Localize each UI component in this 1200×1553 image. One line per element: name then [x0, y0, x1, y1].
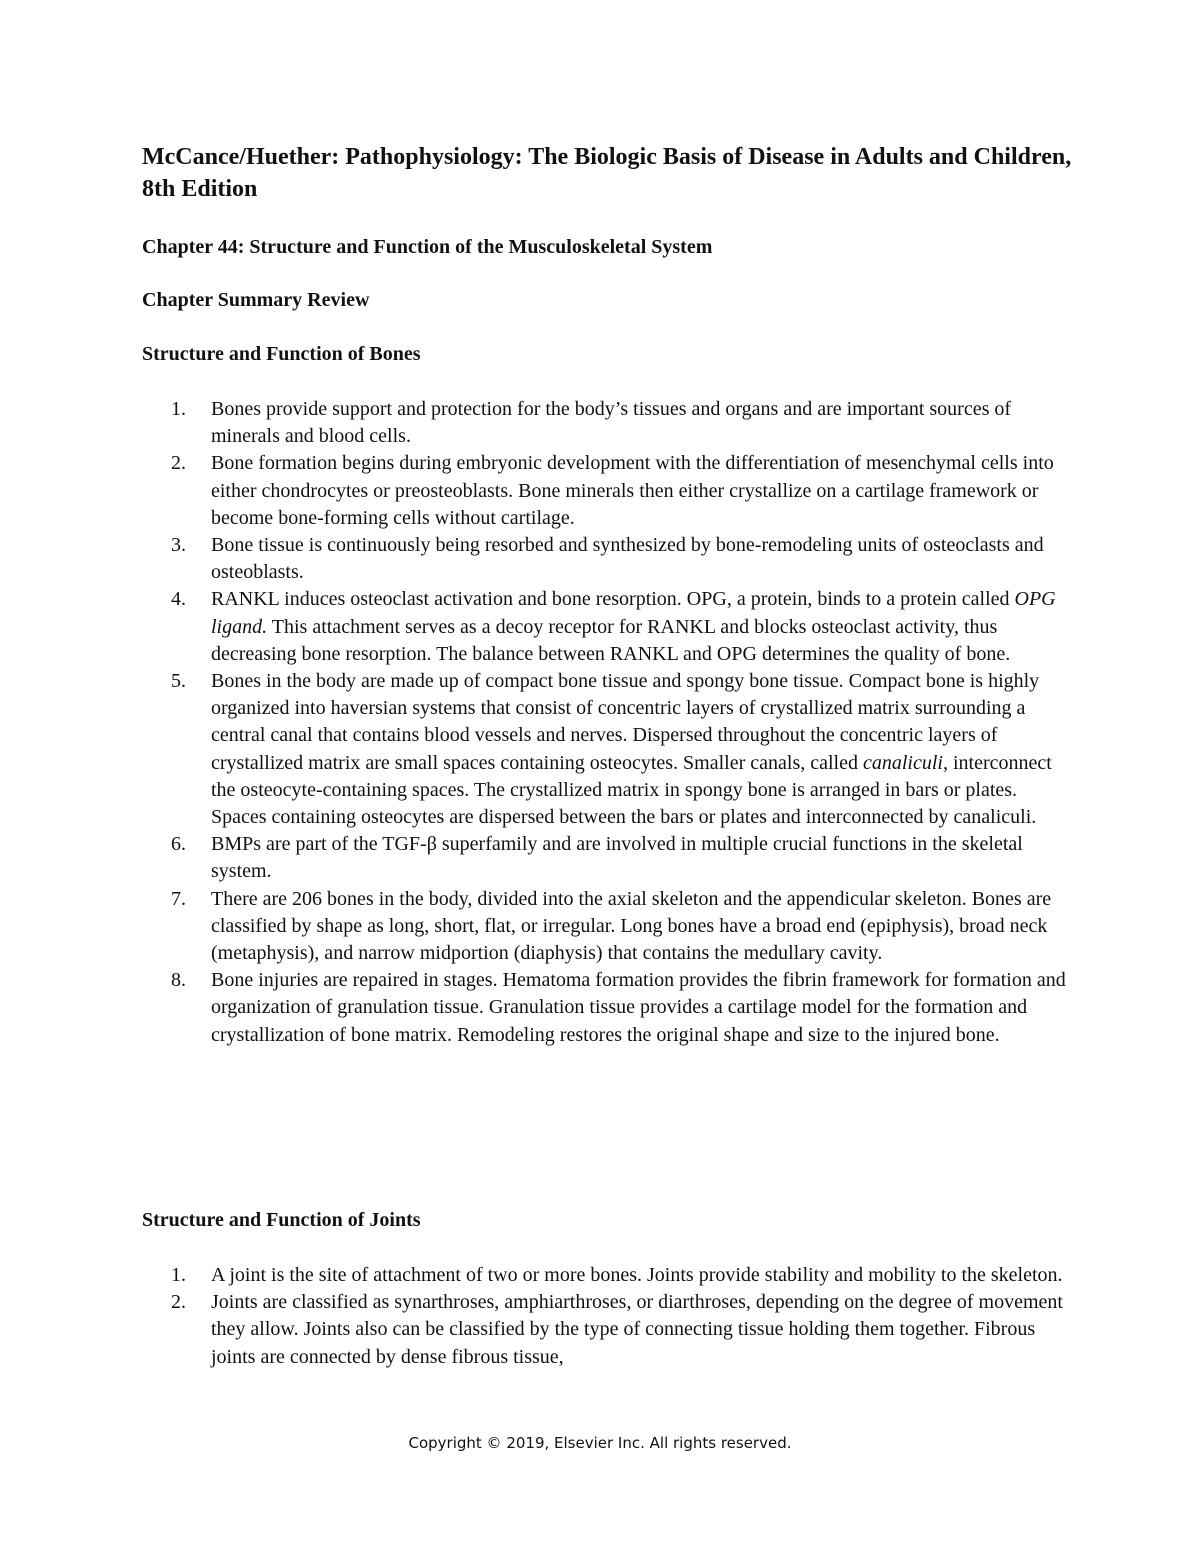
list-item-number: 4.: [171, 588, 186, 611]
list-item-number: 2.: [171, 1291, 186, 1314]
joints-section-heading: Structure and Function of Joints: [142, 1209, 421, 1231]
list-item: [142, 831, 1072, 885]
list-item-number: 1.: [171, 398, 186, 420]
chapter-heading: Chapter 44: Structure and Function of the Musculoskeletal System: [142, 236, 713, 258]
list-item: [142, 886, 1072, 968]
list-item-number: 3.: [171, 534, 186, 557]
list-item: [142, 450, 1072, 532]
list-item-text-part: RANKL induces osteoclast activation and bone resorption. OPG, a protein, binds to a protein called: [211, 588, 1015, 611]
list-item-text: Joints are classified as synarthroses, amphiarthroses, or diarthroses, depending on the degree of movement they allow. Joints also can be classified by the type of connecting tissue holding them together. Fibrous joints are connected by dense fibrous tissue,: [211, 1291, 1063, 1368]
list-item: [142, 396, 1072, 450]
list-item-number: 8.: [171, 969, 186, 992]
list-item-number: 2.: [171, 452, 186, 475]
italic-term: canaliculi,: [862, 751, 948, 774]
list-item-number: 6.: [171, 833, 186, 856]
joints-list: [142, 1262, 1072, 1371]
list-item-text: Bone tissue is continuously being resorbed and synthesized by bone-remodeling units of osteoclasts and osteoblasts.: [211, 534, 1044, 584]
list-item: [142, 1289, 1072, 1371]
list-item: [142, 1262, 1072, 1289]
list-item: [142, 967, 1072, 1049]
list-item-text-part: Bones in the body are made up of compact bone tissue and spongy bone tissue. Compact bone is highly organized into haversian systems that consist of concentric layers of crystallized matrix surrounding a central canal that contains blood vessels and nerves. Dispersed throughout the concentric layers of crystallized matrix are small spaces containing osteocytes. Smaller canals, called: [211, 670, 1040, 774]
list-item-text: Bones provide support and protection for the body’s tissues and organs and are important sources of minerals and blood cells.: [211, 398, 1012, 448]
list-item-text: There are 206 bones in the body, divided into the axial skeleton and the appendicular skeleton. Bones are classified by shape as long, short, flat, or irregular. Long bones have a broad end (epiphysis), broad neck (metaphysis), and narrow midportion (diaphysis) that contains the medullary cavity.: [211, 887, 1052, 965]
list-item-text: BMPs are part of the TGF-β superfamily and are involved in multiple crucial functions in the skeletal system.: [211, 833, 1023, 883]
list-item-text-part: This attachment serves as a decoy receptor for RANKL and blocks osteoclast activity, thus decreasing bone resorption. The balance between RANKL and OPG determines the quality of bone.: [211, 615, 1011, 665]
bones-list: [142, 396, 1072, 1049]
list-item-text-part: interconnect the osteocyte-containing spaces. The crystallized matrix in spongy bone is arranged in bars or plates. Spaces containing osteocytes are dispersed between the bars or plates and interconnected by canaliculi.: [211, 751, 1052, 829]
list-item-text: Bone formation begins during embryonic development with the differentiation of mesenchymal cells into either chondrocytes or preosteoblasts. Bone minerals then either crystallize on a cartilage framework or become bone-forming cells without cartilage.: [211, 452, 1054, 529]
list-item-number: 7.: [171, 887, 186, 910]
list-item-text: A joint is the site of attachment of two or more bones. Joints provide stability and mobility to the skeleton.: [211, 1264, 1063, 1286]
list-item: [142, 586, 1072, 668]
italic-term: OPG ligand.: [211, 588, 1056, 638]
list-item: [142, 532, 1072, 586]
list-item-number: 1.: [171, 1264, 186, 1286]
copyright-footer: Copyright © 2019, Elsevier Inc. All rights reserved.: [408, 1434, 792, 1452]
summary-heading: Chapter Summary Review: [142, 289, 370, 311]
list-item-text: Bone injuries are repaired in stages. Hematoma formation provides the fibrin framework for formation and organization of granulation tissue. Granulation tissue provides a cartilage model for the formation and crystallization of bone matrix. Remodeling restores the original shape and size to the injured bone.: [211, 969, 1066, 1046]
document-title: McCance/Huether: Pathophysiology: The Biologic Basis of Disease in Adults and Children, 8th Edition: [142, 144, 1072, 202]
list-item: [142, 668, 1072, 831]
list-item-number: 5.: [171, 670, 186, 693]
bones-section-heading: Structure and Function of Bones: [142, 343, 421, 365]
